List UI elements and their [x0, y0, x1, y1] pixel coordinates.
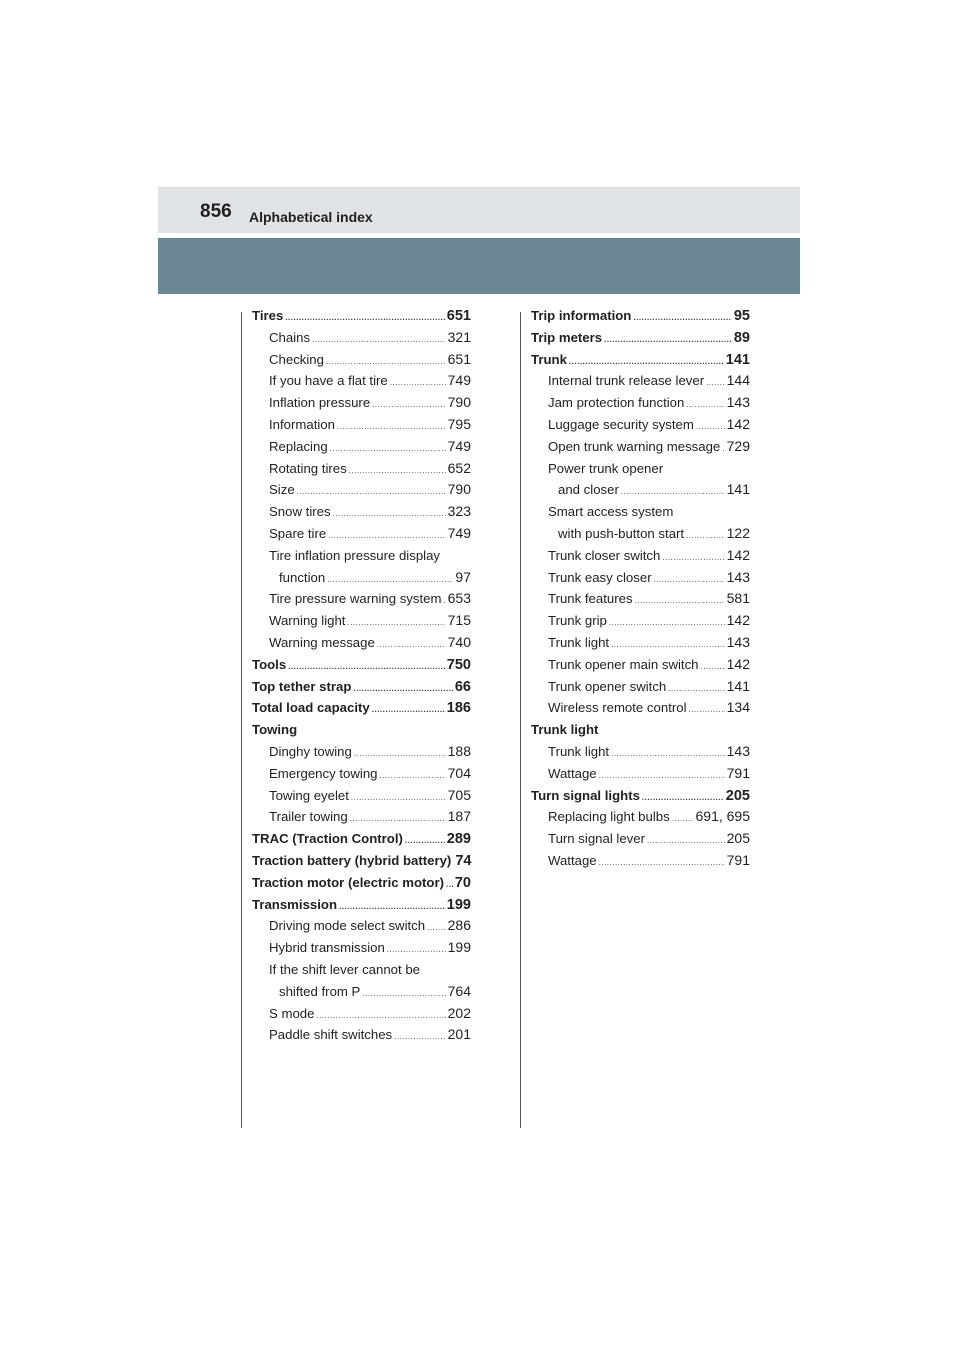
page-reference: 289 — [446, 831, 471, 848]
index-subentry[interactable] — [531, 632, 750, 654]
page-reference: 142 — [726, 655, 750, 672]
index-subentry[interactable] — [531, 479, 750, 501]
page-reference: 188 — [447, 742, 471, 759]
entry-label: If the shift lever cannot be — [269, 961, 421, 977]
page-reference: 66 — [454, 678, 471, 695]
entry-label: TRAC (Traction Control) — [252, 831, 403, 847]
entry-label: Driving mode select switch — [269, 918, 426, 934]
dot-leader — [672, 808, 694, 830]
entry-label: with push-button start — [558, 525, 685, 541]
dot-leader — [599, 765, 725, 787]
dot-leader — [696, 416, 725, 438]
index-entry[interactable] — [252, 697, 471, 719]
index-subentry[interactable] — [252, 741, 471, 763]
entry-label: Snow tires — [269, 504, 331, 520]
dot-leader — [394, 1026, 445, 1048]
dot-leader — [706, 372, 725, 394]
dot-leader — [446, 874, 453, 896]
page-reference: 201 — [447, 1026, 471, 1043]
page-reference: 790 — [447, 481, 471, 498]
dot-leader — [662, 547, 724, 569]
page-reference: 749 — [447, 437, 471, 454]
index-entry[interactable] — [252, 828, 471, 850]
entry-label: Trunk features — [548, 591, 633, 607]
index-subentry[interactable] — [531, 414, 750, 436]
dot-leader — [647, 830, 725, 852]
index-subentry[interactable] — [531, 763, 750, 785]
entry-label: Top tether strap — [252, 678, 352, 694]
page-reference: 202 — [447, 1004, 471, 1021]
page-reference: 143 — [726, 633, 750, 650]
index-subentry[interactable] — [252, 959, 471, 981]
index-entry[interactable] — [252, 872, 471, 894]
entry-label: Trunk light — [548, 743, 610, 759]
dot-leader — [316, 1005, 445, 1027]
dot-leader — [405, 830, 445, 852]
entry-label: Trunk closer switch — [548, 547, 661, 563]
entry-label: Luggage security system — [548, 416, 694, 432]
page-reference: 95 — [733, 308, 750, 324]
index-subentry[interactable] — [531, 676, 750, 698]
index-subentry[interactable] — [252, 588, 471, 610]
entry-label: Open trunk warning message — [548, 438, 721, 454]
index-subentry[interactable] — [531, 588, 750, 610]
dot-leader — [668, 678, 724, 700]
page-reference: 141 — [725, 351, 750, 368]
page-reference: 205 — [725, 787, 750, 804]
index-subentry[interactable] — [531, 741, 750, 763]
page-reference: 791 — [726, 764, 750, 781]
page-reference: 750 — [446, 656, 471, 673]
page-reference: 651 — [447, 350, 471, 367]
entry-label: Warning message — [269, 634, 375, 650]
entry-label: function — [279, 569, 326, 585]
dot-leader — [337, 416, 446, 438]
index-subentry[interactable] — [252, 349, 471, 371]
entry-label: Turn signal lights — [531, 787, 640, 803]
index-entry[interactable] — [252, 850, 471, 872]
page-reference: 142 — [726, 612, 750, 629]
page-reference: 705 — [447, 786, 471, 803]
entry-label: Replacing — [269, 438, 328, 454]
index-entry[interactable] — [252, 654, 471, 676]
header-band — [158, 238, 800, 294]
index-entry[interactable] — [531, 327, 750, 349]
entry-label: Wattage — [548, 765, 597, 781]
entry-label: Tire inflation pressure display — [269, 547, 441, 563]
index-subentry[interactable] — [252, 392, 471, 414]
index-subentry[interactable] — [531, 828, 750, 850]
dot-leader — [569, 351, 724, 373]
index-subentry[interactable] — [531, 501, 750, 523]
page-reference: 286 — [447, 917, 471, 934]
dot-leader — [654, 569, 725, 591]
entry-label: Chains — [269, 329, 311, 345]
page-reference: 691, 695 — [695, 808, 750, 825]
dot-leader — [635, 590, 725, 612]
index-subentry[interactable] — [531, 697, 750, 719]
index-subentry[interactable] — [252, 1024, 471, 1046]
entry-label: Internal trunk release lever — [548, 373, 705, 389]
page-reference: 581 — [726, 590, 750, 607]
index-subentry[interactable] — [252, 610, 471, 632]
page-reference: 323 — [447, 503, 471, 520]
index-subentry[interactable] — [252, 632, 471, 654]
entry-label: Trunk light — [531, 722, 599, 738]
dot-leader — [642, 787, 724, 809]
index-entry[interactable] — [252, 305, 471, 327]
entry-label: Information — [269, 416, 335, 432]
index-subentry[interactable] — [531, 806, 750, 828]
index-entry[interactable] — [531, 305, 750, 327]
dot-leader — [353, 678, 452, 700]
entry-label: Jam protection function — [548, 395, 685, 411]
entry-label: Warning light — [269, 613, 346, 629]
index-subentry[interactable] — [252, 806, 471, 828]
entry-label: Spare tire — [269, 525, 327, 541]
index-subentry[interactable] — [252, 567, 471, 589]
dot-leader — [443, 590, 445, 612]
dot-leader — [312, 329, 446, 351]
entry-label: Dinghy towing — [269, 743, 352, 759]
dot-leader — [330, 438, 446, 460]
index-subentry[interactable] — [531, 523, 750, 545]
page-reference: 791 — [726, 851, 750, 868]
index-subentry[interactable] — [252, 545, 471, 567]
page-reference: 321 — [447, 328, 471, 345]
entry-label: Smart access system — [548, 504, 674, 520]
dot-leader — [372, 699, 445, 721]
entry-label: Traction motor (electric motor) — [252, 874, 444, 890]
page-reference: 199 — [447, 939, 471, 956]
page-reference: 205 — [726, 830, 750, 847]
dot-leader — [327, 569, 453, 591]
dot-leader — [387, 939, 446, 961]
entry-label: Wireless remote control — [548, 700, 687, 716]
page-reference: 143 — [726, 742, 750, 759]
entry-label: Traction battery (hybrid battery) — [252, 852, 452, 868]
entry-label: and closer — [558, 482, 619, 498]
page-reference: 749 — [447, 372, 471, 389]
entry-label: Tire pressure warning system — [269, 591, 442, 607]
entry-label: Trailer towing — [269, 809, 348, 825]
dot-leader — [633, 307, 731, 329]
page-reference: 142 — [726, 546, 750, 563]
dot-leader — [686, 394, 724, 416]
dot-leader — [609, 612, 725, 634]
entry-label: Total load capacity — [252, 700, 370, 716]
index-entry[interactable] — [531, 349, 750, 371]
entry-label: Checking — [269, 351, 324, 367]
entry-label: Towing eyelet — [269, 787, 349, 803]
index-subentry[interactable] — [531, 392, 750, 414]
index-subentry[interactable] — [531, 850, 750, 872]
index-entry[interactable] — [252, 894, 471, 916]
entry-label: Power trunk opener — [548, 460, 664, 476]
index-subentry[interactable] — [252, 523, 471, 545]
dot-leader — [390, 372, 446, 394]
dot-leader — [339, 896, 445, 918]
index-subentry[interactable] — [252, 327, 471, 349]
dot-leader — [288, 656, 445, 678]
index-subentry[interactable] — [252, 436, 471, 458]
entry-label: Size — [269, 482, 295, 498]
dot-leader — [599, 852, 725, 874]
index-column-right — [531, 305, 750, 872]
entry-label: Inflation pressure — [269, 395, 371, 411]
index-subentry[interactable] — [252, 981, 471, 1003]
dot-leader — [333, 503, 446, 525]
entry-label: Tires — [252, 308, 284, 323]
index-subentry[interactable] — [531, 610, 750, 632]
entry-label: Trunk opener switch — [548, 678, 667, 694]
dot-leader — [372, 394, 445, 416]
index-subentry[interactable] — [252, 501, 471, 523]
page-reference: 790 — [447, 394, 471, 411]
entry-label: Trunk — [531, 351, 567, 367]
entry-label: Trunk easy closer — [548, 569, 652, 585]
page-reference: 187 — [447, 808, 471, 825]
index-subentry[interactable] — [252, 370, 471, 392]
index-entry[interactable] — [531, 719, 750, 741]
index-subentry[interactable] — [252, 1003, 471, 1025]
dot-leader — [686, 525, 725, 547]
dot-leader — [604, 329, 732, 351]
dot-leader — [351, 787, 446, 809]
entry-label: Hybrid transmission — [269, 940, 385, 956]
dot-leader — [326, 351, 446, 373]
dot-leader — [611, 634, 725, 656]
dot-leader — [611, 743, 725, 765]
left-column-rule — [241, 312, 242, 1128]
index-entry[interactable] — [531, 785, 750, 807]
entry-label: Trunk grip — [548, 613, 607, 629]
index-subentry[interactable] — [531, 545, 750, 567]
index-subentry[interactable] — [531, 436, 750, 458]
entry-label: shifted from P — [279, 983, 361, 999]
index-subentry[interactable] — [252, 785, 471, 807]
page-reference: 199 — [446, 896, 471, 913]
page-reference: 795 — [447, 415, 471, 432]
entry-label: Wattage — [548, 852, 597, 868]
dot-leader — [349, 460, 446, 482]
entry-label: Tools — [252, 656, 287, 672]
entry-label: Rotating tires — [269, 460, 347, 476]
index-subentry[interactable] — [531, 370, 750, 392]
index-column-left — [252, 305, 471, 1046]
center-column-rule — [520, 312, 521, 1128]
entry-label: Replacing light bulbs — [548, 809, 670, 825]
dot-leader — [689, 699, 725, 721]
entry-label: Trunk opener main switch — [548, 656, 699, 672]
dot-leader — [621, 481, 725, 503]
entry-label: Transmission — [252, 896, 338, 912]
page-reference: 143 — [726, 394, 750, 411]
index-subentry[interactable] — [531, 567, 750, 589]
dot-leader — [379, 765, 445, 787]
entry-label: Towing — [252, 722, 298, 738]
page-reference: 141 — [726, 677, 750, 694]
index-entry[interactable] — [252, 719, 471, 741]
page-number: 856 — [200, 201, 232, 222]
entry-label: If you have a flat tire — [269, 373, 388, 389]
page-reference: 704 — [447, 764, 471, 781]
entry-label: Turn signal lever — [548, 831, 645, 847]
index-subentry[interactable] — [252, 937, 471, 959]
dot-leader — [297, 481, 446, 503]
page-reference: 740 — [447, 633, 471, 650]
dot-leader — [722, 438, 724, 460]
entry-label: S mode — [269, 1005, 315, 1021]
index-subentry[interactable] — [252, 458, 471, 480]
dot-leader — [350, 808, 446, 830]
entry-label: Trip information — [531, 308, 632, 323]
index-subentry[interactable] — [252, 414, 471, 436]
dot-leader — [285, 307, 445, 329]
page-reference: 89 — [733, 329, 750, 346]
dot-leader — [701, 656, 725, 678]
index-subentry[interactable] — [531, 458, 750, 480]
index-entry[interactable] — [252, 676, 471, 698]
page-reference: 186 — [446, 700, 471, 717]
page-reference: 144 — [726, 372, 750, 389]
index-subentry[interactable] — [252, 479, 471, 501]
page-reference: 70 — [454, 874, 471, 891]
page-reference: 764 — [447, 982, 471, 999]
entry-label: Paddle shift switches — [269, 1027, 393, 1043]
index-subentry[interactable] — [252, 915, 471, 937]
dot-leader — [427, 917, 446, 939]
page-reference: 652 — [447, 459, 471, 476]
page-reference: 134 — [726, 699, 750, 716]
entry-label: Emergency towing — [269, 765, 378, 781]
dot-leader — [377, 634, 446, 656]
page-reference: 143 — [726, 568, 750, 585]
entry-label: Trip meters — [531, 329, 603, 345]
dot-leader — [347, 612, 445, 634]
index-subentry[interactable] — [252, 763, 471, 785]
section-title: Alphabetical index — [249, 209, 373, 225]
page-reference: 651 — [446, 308, 471, 324]
page-reference: 142 — [726, 415, 750, 432]
entry-label: Trunk light — [548, 634, 610, 650]
page-reference: 74 — [455, 852, 472, 869]
dot-leader — [328, 525, 445, 547]
page-reference: 715 — [447, 612, 471, 629]
index-subentry[interactable] — [531, 654, 750, 676]
page-reference: 141 — [726, 481, 750, 498]
page-reference: 97 — [455, 568, 471, 585]
page-reference: 749 — [447, 524, 471, 541]
page-reference: 653 — [447, 590, 471, 607]
dot-leader — [354, 743, 446, 765]
page-reference: 122 — [726, 524, 750, 541]
dot-leader — [362, 983, 445, 1005]
page-reference: 729 — [726, 437, 750, 454]
